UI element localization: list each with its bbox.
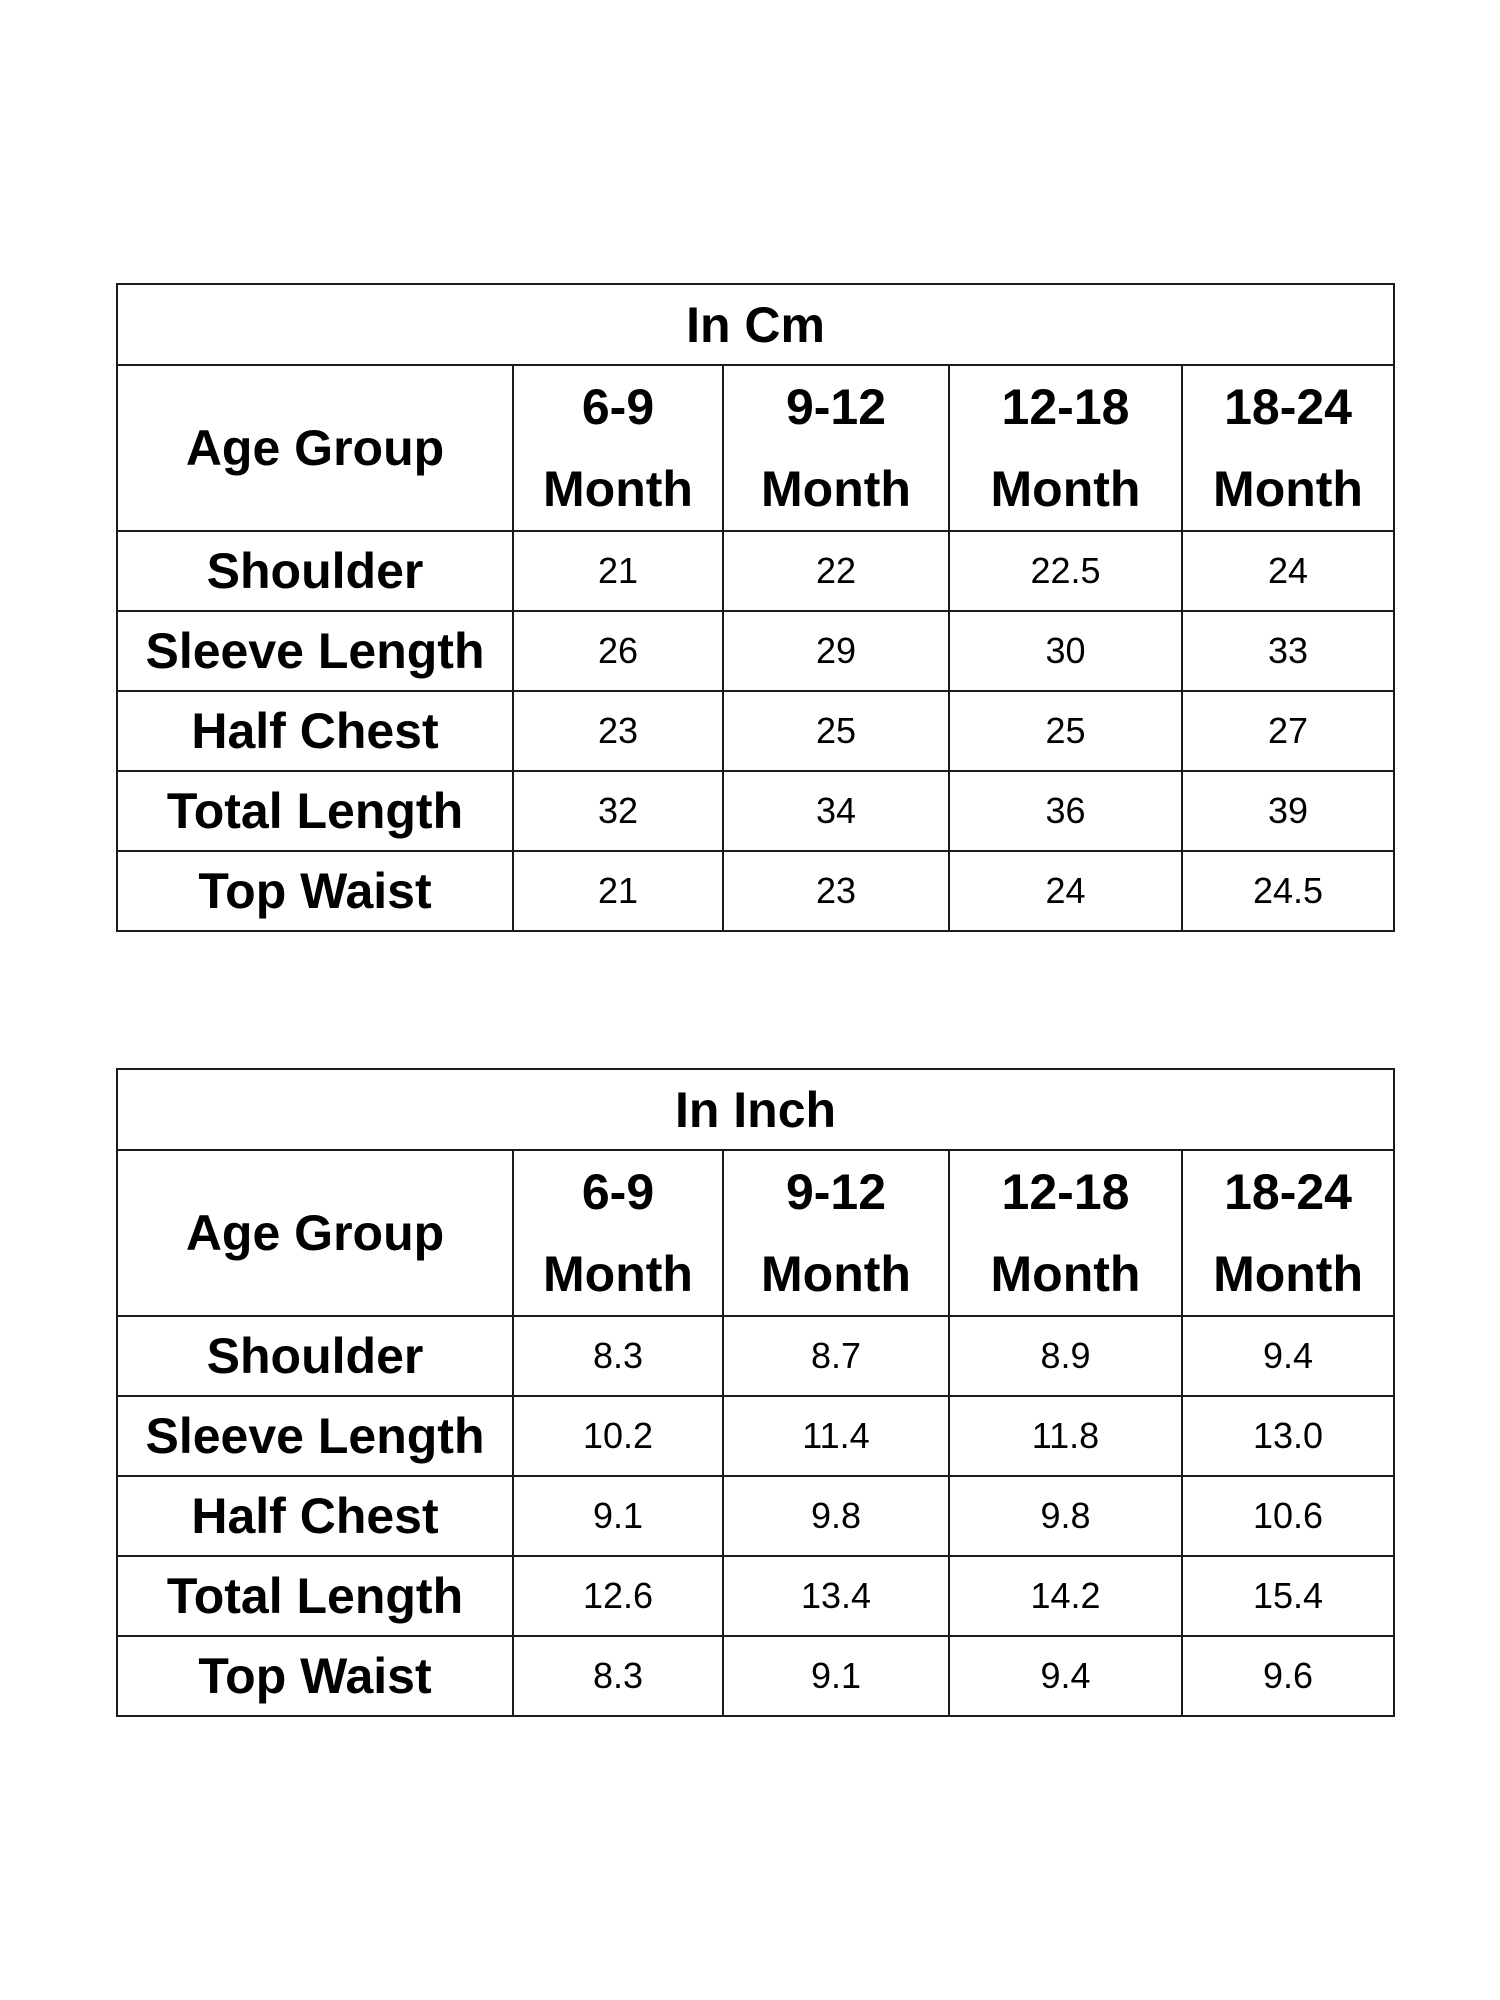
table-cell: 26 — [513, 611, 723, 691]
table-cell: 29 — [723, 611, 949, 691]
row-label: Top Waist — [117, 851, 513, 931]
table-title: In Inch — [117, 1069, 1394, 1150]
column-header — [513, 365, 723, 531]
table-row — [117, 1556, 1394, 1636]
table-cell: 8.3 — [513, 1636, 723, 1716]
column-unit: Month — [761, 1246, 911, 1302]
age-group-label: Age Group — [117, 1150, 513, 1316]
table-cell: 9.1 — [513, 1476, 723, 1556]
table-row — [117, 851, 1394, 931]
table-title: In Cm — [117, 284, 1394, 365]
column-unit: Month — [543, 461, 693, 517]
column-range: 9-12 — [785, 379, 887, 435]
table-cell: 21 — [513, 531, 723, 611]
table-cell: 10.2 — [513, 1396, 723, 1476]
table-cell: 33 — [1182, 611, 1394, 691]
table-cell: 39 — [1182, 771, 1394, 851]
table-cell: 23 — [513, 691, 723, 771]
column-header — [1182, 1150, 1394, 1316]
table-cell: 12.6 — [513, 1556, 723, 1636]
table-cell: 24 — [949, 851, 1182, 931]
row-label: Total Length — [117, 1556, 513, 1636]
table-row — [117, 1316, 1394, 1396]
column-unit: Month — [990, 461, 1141, 517]
column-unit: Month — [761, 461, 911, 517]
table-cell: 24 — [1182, 531, 1394, 611]
table-row — [117, 531, 1394, 611]
table-row — [117, 691, 1394, 771]
size-chart-table-cm — [116, 283, 1395, 932]
table-cell: 11.4 — [723, 1396, 949, 1476]
table-cell: 10.6 — [1182, 1476, 1394, 1556]
column-unit: Month — [543, 1246, 693, 1302]
table-cell: 36 — [949, 771, 1182, 851]
column-header — [723, 365, 949, 531]
column-range: 12-18 — [1001, 379, 1130, 435]
column-range: 6-9 — [581, 379, 655, 435]
table-cell: 9.1 — [723, 1636, 949, 1716]
age-group-label: Age Group — [117, 365, 513, 531]
table-cell: 11.8 — [949, 1396, 1182, 1476]
column-range: 18-24 — [1224, 379, 1352, 435]
table-row — [117, 1396, 1394, 1476]
table-row — [117, 1636, 1394, 1716]
column-range: 12-18 — [1001, 1164, 1130, 1220]
table-cell: 32 — [513, 771, 723, 851]
table-cell: 34 — [723, 771, 949, 851]
table-cell: 27 — [1182, 691, 1394, 771]
table-cell: 15.4 — [1182, 1556, 1394, 1636]
row-label: Half Chest — [117, 691, 513, 771]
table-cell: 13.0 — [1182, 1396, 1394, 1476]
row-label: Shoulder — [117, 1316, 513, 1396]
table-cell: 8.9 — [949, 1316, 1182, 1396]
table-cell: 23 — [723, 851, 949, 931]
column-range: 18-24 — [1224, 1164, 1352, 1220]
column-header — [723, 1150, 949, 1316]
table-cell: 9.6 — [1182, 1636, 1394, 1716]
column-header — [1182, 365, 1394, 531]
table-cell: 30 — [949, 611, 1182, 691]
table-cell: 14.2 — [949, 1556, 1182, 1636]
table-cell: 22 — [723, 531, 949, 611]
column-unit: Month — [1213, 461, 1363, 517]
column-header — [949, 365, 1182, 531]
table-cell: 8.7 — [723, 1316, 949, 1396]
row-label: Half Chest — [117, 1476, 513, 1556]
table-cell: 13.4 — [723, 1556, 949, 1636]
table-cell: 8.3 — [513, 1316, 723, 1396]
table-cell: 9.4 — [1182, 1316, 1394, 1396]
table-cell: 25 — [723, 691, 949, 771]
row-label: Sleeve Length — [117, 1396, 513, 1476]
table-cell: 21 — [513, 851, 723, 931]
column-unit: Month — [1213, 1246, 1363, 1302]
column-header — [949, 1150, 1182, 1316]
column-range: 9-12 — [785, 1164, 887, 1220]
table-row — [117, 771, 1394, 851]
size-chart-table-inch — [116, 1068, 1395, 1717]
table-cell: 9.4 — [949, 1636, 1182, 1716]
table-cell: 9.8 — [949, 1476, 1182, 1556]
table-cell: 25 — [949, 691, 1182, 771]
table-row — [117, 611, 1394, 691]
row-label: Sleeve Length — [117, 611, 513, 691]
table-cell: 9.8 — [723, 1476, 949, 1556]
column-header — [513, 1150, 723, 1316]
column-range: 6-9 — [581, 1164, 655, 1220]
table-cell: 22.5 — [949, 531, 1182, 611]
table-cell: 24.5 — [1182, 851, 1394, 931]
table-row — [117, 1476, 1394, 1556]
row-label: Top Waist — [117, 1636, 513, 1716]
row-label: Total Length — [117, 771, 513, 851]
row-label: Shoulder — [117, 531, 513, 611]
column-unit: Month — [990, 1246, 1141, 1302]
